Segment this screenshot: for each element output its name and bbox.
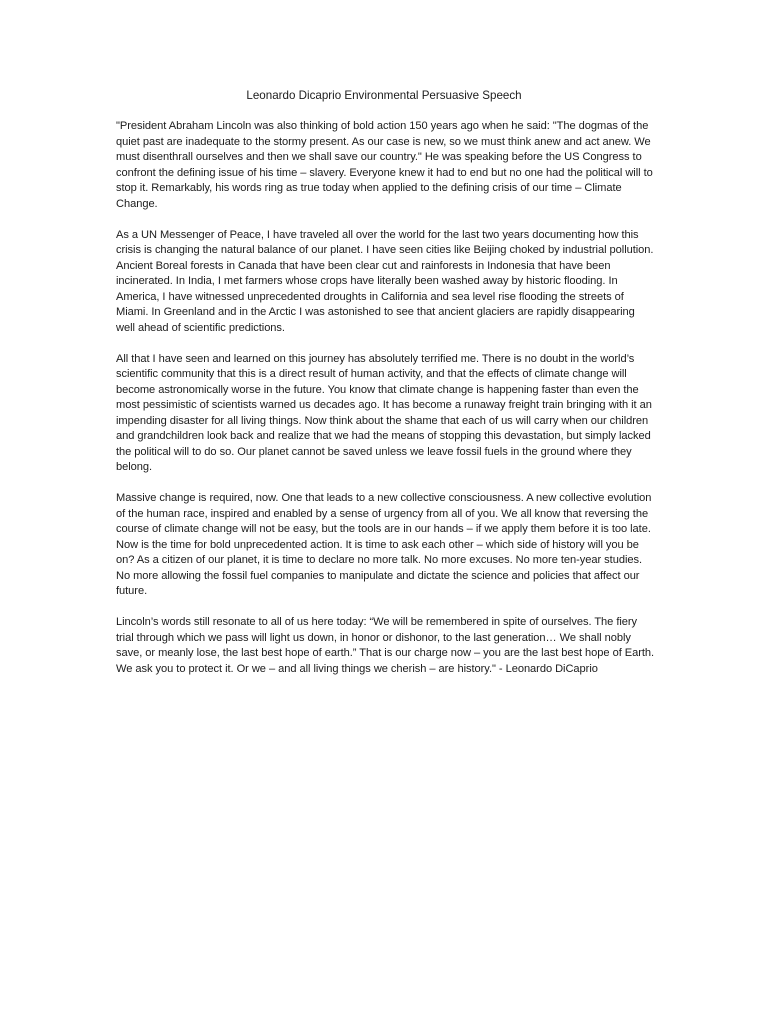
paragraph-lincoln-closing: Lincoln’s words still resonate to all of us here today: “We will be remembered in spite of ourselves. The fiery trial through which we pass will light us down, in honor or dishonor, to the last generation… We shall nobly save, or meanly lose, the last best hope of earth.” That is our charge now – you are the last best hope of Earth. We ask you to protect it. Or we – and all living things we cherish – are history." - Leonardo DiCaprio xyxy=(116,616,655,675)
paragraph-un-messenger: As a UN Messenger of Peace, I have traveled all over the world for the last two years documenting how this crisis is changing the natural balance of our planet. I have seen cities like Beijing choked by industrial pollution. Ancient Boreal forests in Canada that have been clear cut and rainforests in Indonesia that have been incinerated. In India, I met farmers whose crops have literally been washed away by historic flooding. In America, I have witnessed unprecedented droughts in California and sea level rise flooding the streets of Miami. In Greenland and in the Arctic I was astonished to see that ancient glaciers are rapidly disappearing well ahead of scientific predictions. xyxy=(116,228,654,334)
paragraph-lincoln-intro: "President Abraham Lincoln was also thinking of bold action 150 years ago when he said: "The dogmas of the quiet past are inadequate to the stormy present. As our case is new, so we must think anew and act anew. We must disenthrall ourselves and then we shall save our country." He was speaking before the US Congress to confront the defining issue of his time – slavery. Everyone knew it had to end but no one had the political will to stop it. Remarkably, his words ring as true today when applied to the defining crisis of our time – Climate Change. xyxy=(116,120,653,210)
document-body xyxy=(116,119,656,693)
paragraph-terrified: All that I have seen and learned on this journey has absolutely terrified me. There is no doubt in the world’s scientific community that this is a direct result of human activity, and that the effects of climate change will become astronomically worse in the future. You know that climate change is happening faster than even the most pessimistic of scientists warned us decades ago. It has become a runaway freight train bringing with it an impending disaster for all living things. Now think about the shame that each of us will carry when our children and grandchildren look back and realize that we had the means of stopping this devastation, but simply lacked the political will to do so. Our planet cannot be saved unless we leave fossil fuels in the ground where they belong. xyxy=(116,352,652,473)
paragraph-massive-change: Massive change is required, now. One that leads to a new collective consciousness. A new collective evolution of the human race, inspired and enabled by a sense of urgency from all of you. We all know that reversing the course of climate change will not be easy, but the tools are in our hands – if we apply them before it is too late. Now is the time for bold unprecedented action. It is time to ask each other – which side of history will you be on? As a citizen of our planet, it is time to declare no more talk. No more excuses. No more ten-year studies. No more allowing the fossil fuel companies to manipulate and dictate the science and policies that affect our future. xyxy=(116,492,652,597)
document-title: Leonardo Dicaprio Environmental Persuasive Speech xyxy=(246,89,522,102)
